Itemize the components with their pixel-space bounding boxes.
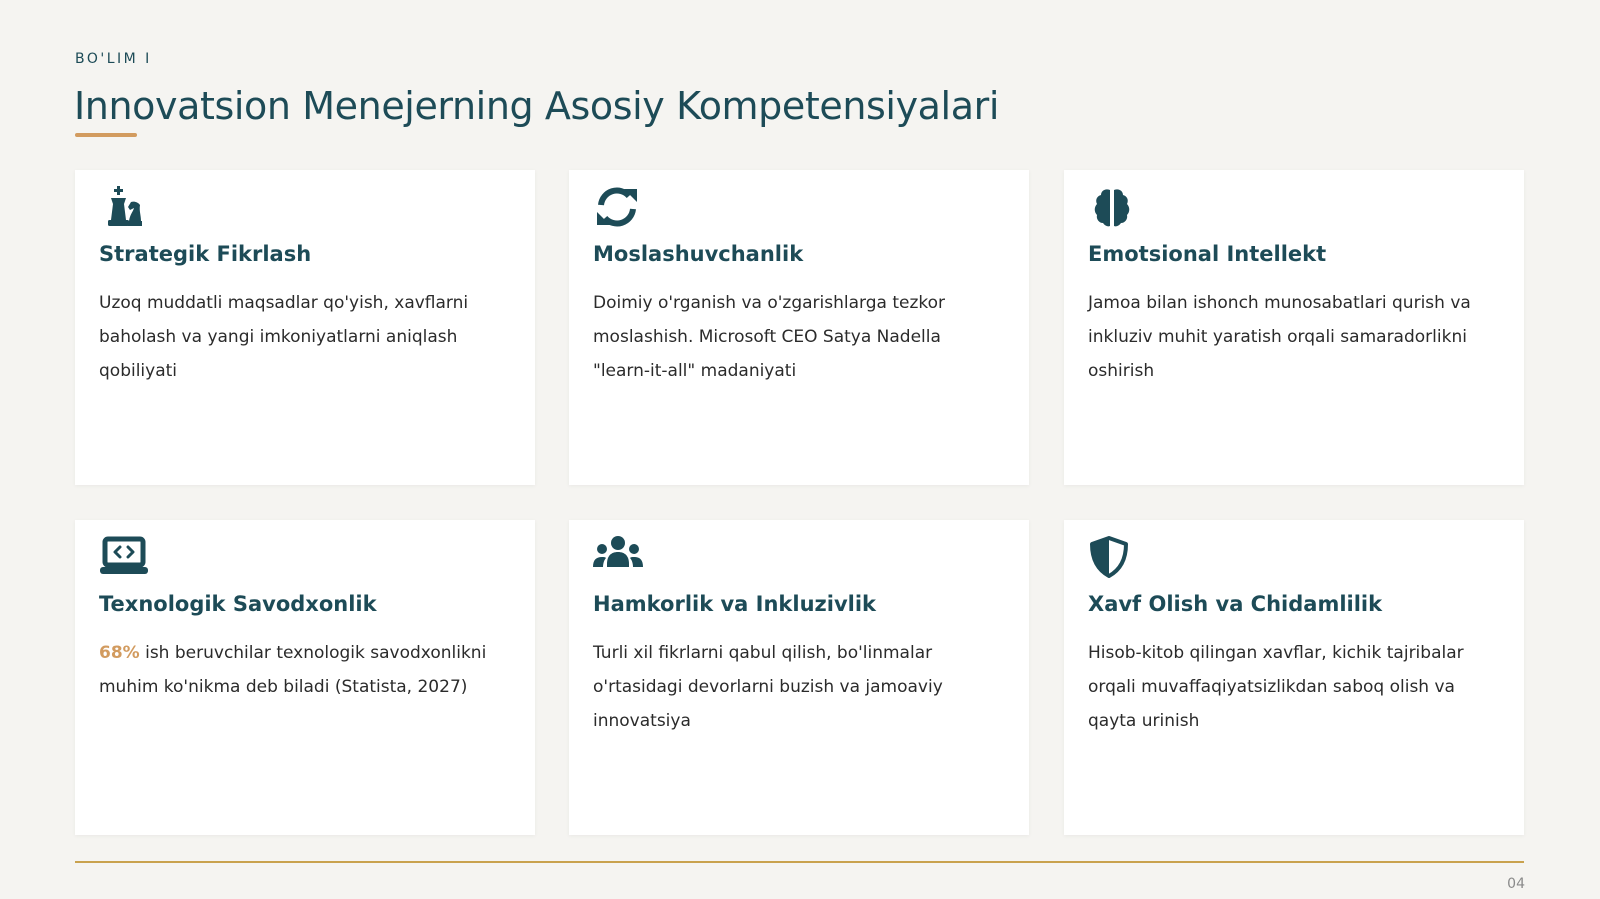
card-description: Turli xil fikrlarni qabul qilish, bo'linmalar o'rtasidagi devorlarni buzish va jamoaviy innovatsiya	[593, 643, 943, 731]
footer-divider	[75, 861, 1524, 863]
competency-card-collaboration	[569, 520, 1029, 835]
statistic-highlight: 68%	[99, 643, 140, 663]
users-icon	[593, 534, 643, 580]
competency-card-risk-resilience	[1064, 520, 1524, 835]
card-description: Hisob-kitob qilingan xavflar, kichik tajribalar orqali muvaffaqiyatsizlikdan saboq olish va qayta urinish	[1088, 643, 1464, 731]
card-description: Doimiy o'rganish va o'zgarishlarga tezkor moslashish. Microsoft CEO Satya Nadella "learn-it-all" madaniyati	[593, 293, 946, 381]
competency-card-strategic-thinking	[75, 170, 535, 485]
chess-icon	[99, 184, 149, 230]
card-title: Moslashuvchanlik	[593, 242, 804, 266]
refresh-icon	[593, 184, 643, 230]
title-underline	[75, 133, 137, 137]
laptop-code-icon	[99, 534, 149, 580]
competency-card-adaptability	[569, 170, 1029, 485]
page-title: Innovatsion Menejerning Asosiy Kompetensiyalari	[74, 84, 999, 128]
card-title: Xavf Olish va Chidamlilik	[1088, 592, 1383, 616]
shield-icon	[1088, 534, 1138, 580]
competency-card-tech-literacy	[75, 520, 535, 835]
card-title: Hamkorlik va Inkluzivlik	[593, 592, 877, 616]
card-description	[99, 636, 494, 704]
competency-card-emotional-intelligence	[1064, 170, 1524, 485]
section-label: BO'LIM I	[75, 51, 152, 67]
page-number: 04	[1507, 876, 1525, 892]
card-description: Jamoa bilan ishonch munosabatlari qurish va inkluziv muhit yaratish orqali samaradorlikni oshirish	[1088, 293, 1471, 381]
card-title: Strategik Fikrlash	[99, 242, 312, 266]
brain-icon	[1088, 184, 1138, 230]
card-description-text: ish beruvchilar texnologik savodxonlikni muhim ko'nikma deb biladi (Statista, 2027)	[99, 643, 487, 697]
card-title: Emotsional Intellekt	[1088, 242, 1327, 266]
card-description: Uzoq muddatli maqsadlar qo'yish, xavflarni baholash va yangi imkoniyatlarni aniqlash qobiliyati	[99, 293, 469, 381]
card-title: Texnologik Savodxonlik	[99, 592, 377, 616]
